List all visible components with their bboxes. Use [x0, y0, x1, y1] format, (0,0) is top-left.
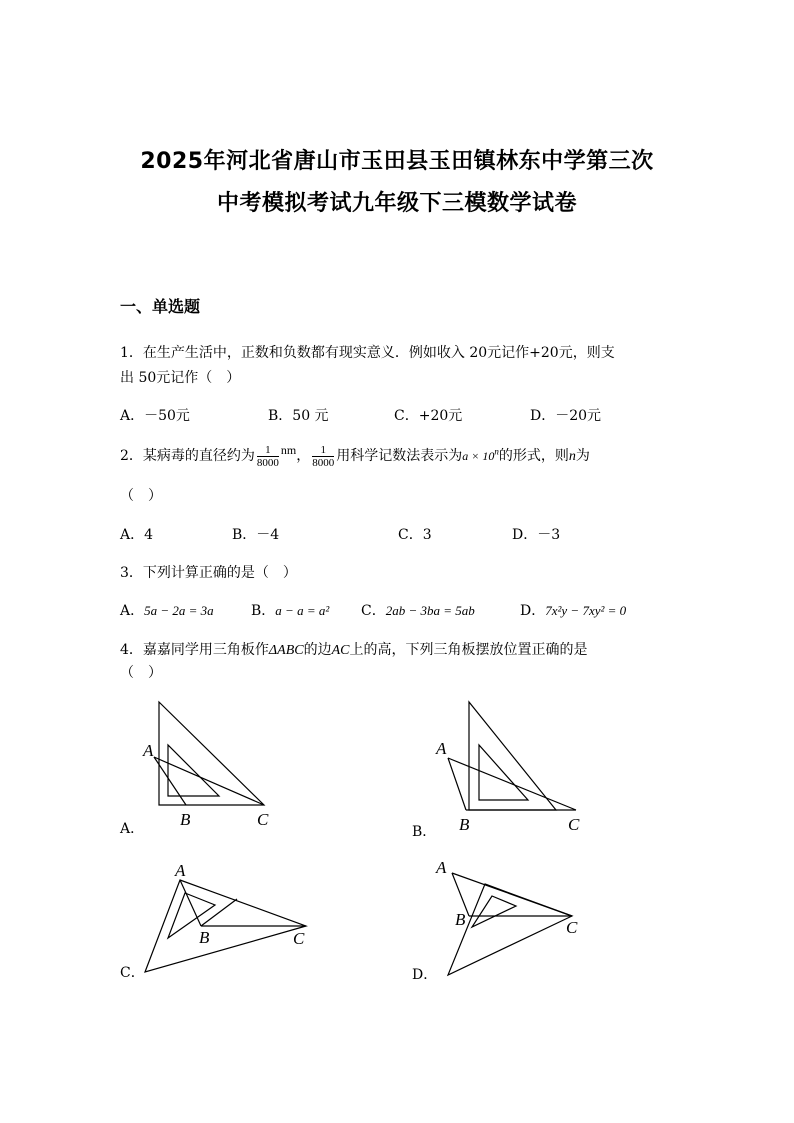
q4-prefix: 4．嘉嘉同学用三角板作: [120, 642, 269, 658]
q3-option-c-expr: 2ab − 3ba = 5ab: [385, 603, 475, 618]
q2-option-a: A．4: [120, 527, 154, 543]
q2-var: n: [568, 449, 576, 464]
q3-line: 3．下列计算正确的是（ ）: [120, 565, 297, 581]
fig-d-label-b: B: [455, 910, 466, 929]
q3-option-b-label: B．: [251, 603, 276, 619]
q4-triangle: ΔABC: [268, 643, 304, 658]
fig-d-label-a: A: [436, 858, 447, 877]
q2-line-2: （ ）: [120, 488, 162, 504]
q3-option-c-label: C．: [361, 603, 386, 619]
q1-option-a: A．－50元: [120, 408, 190, 424]
fig-d-label-c: C: [566, 918, 578, 937]
q2-prefix: 2．某病毒的直径约为: [120, 448, 255, 464]
q2-frac-num: 1: [257, 444, 279, 457]
fig-d-set-square-outer: [448, 884, 572, 975]
q1-option-b: B．50 元: [268, 408, 329, 424]
q1-option-d: D．－20元: [530, 408, 602, 424]
q3-option-d-label: D．: [520, 603, 546, 619]
fig-a-label-c: C: [257, 810, 269, 829]
q3-option-d-expr: 7x²y − 7xy² = 0: [545, 603, 627, 618]
q2-frac2-num: 1: [312, 444, 334, 457]
fig-d-side-ac: [452, 873, 572, 916]
q4-figure-b-label: B．: [412, 824, 437, 840]
q4-suffix: 上的高，下列三角板摆放位置正确的是: [349, 642, 588, 658]
fig-b-label-c: C: [568, 815, 580, 834]
title-line-2: 中考模拟考试九年级下三模数学试卷: [216, 191, 577, 216]
q2-expr: a × 10: [462, 449, 495, 463]
q2-option-c: C．3: [398, 527, 432, 543]
q3-option-a-label: A．: [120, 603, 145, 619]
fig-c-label-c: C: [293, 929, 305, 948]
fig-c-label-a: A: [175, 861, 186, 880]
q2-option-b: B．－4: [232, 527, 280, 543]
fig-a-label-b: B: [180, 810, 191, 829]
q3-option-b-expr: a − a = a²: [275, 603, 330, 618]
fig-b-label-a: A: [436, 739, 447, 758]
q2-option-d: D．－3: [512, 527, 561, 543]
q1-option-c: C．+20元: [394, 408, 463, 424]
q3-option-a-expr: 5a − 2a = 3a: [144, 603, 214, 618]
q4-figure-d-label: D．: [412, 967, 438, 983]
q4-line-2: （ ）: [120, 665, 162, 681]
q1-line-1: 1．在生产生活中，正数和负数都有现实意义．例如收入 20元记作+20元，则支: [120, 345, 615, 361]
section-heading: 一、单选题: [120, 297, 201, 316]
q2-exp: n: [494, 446, 499, 457]
q4-mid: 的边: [303, 642, 332, 658]
fig-c-label-b: B: [199, 928, 210, 947]
q2-comma: ，: [296, 448, 311, 464]
q1-line-2: 出 50元记作（ ）: [120, 370, 241, 386]
q2-middle: 用科学记数法表示为: [336, 448, 463, 464]
q4-side: AC: [331, 643, 350, 658]
title-line-1: 2025年河北省唐山市玉田县玉田镇林东中学第三次: [140, 149, 654, 174]
fig-a-label-a: A: [143, 741, 154, 760]
q4-figure-c-label: C．: [120, 965, 145, 981]
q2-unit: nm: [280, 443, 297, 457]
q2-end: 为: [575, 448, 590, 464]
q4-figure-a-label: A．: [120, 821, 145, 837]
fig-b-label-b: B: [459, 815, 470, 834]
q2-frac2-den: 8000: [312, 456, 335, 469]
q2-suffix: 的形式，则: [498, 448, 569, 464]
q2-frac-den: 8000: [256, 456, 279, 469]
